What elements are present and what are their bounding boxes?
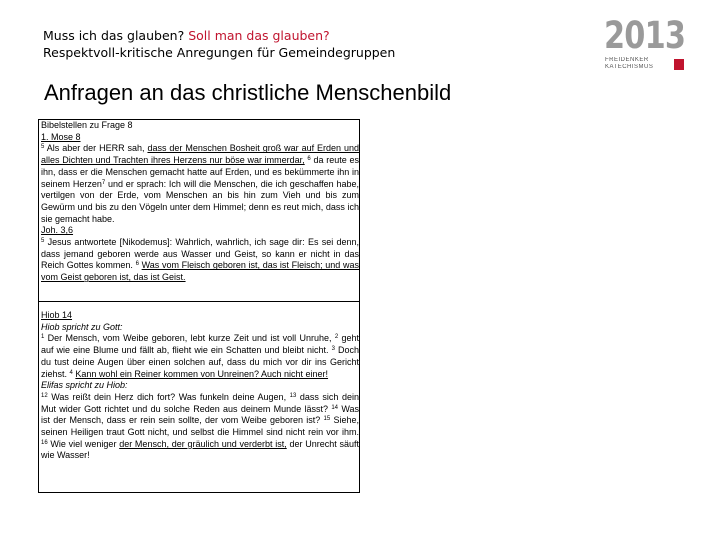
verse-number: 16: [41, 439, 48, 446]
verse-segment: dass sich dein Mut wider Gott richtet und du solche Reden aus deinem Munde lässt?: [41, 391, 359, 414]
header-line-1: [43, 27, 395, 44]
verse-highlight: dass der Menschen Bosheit groß war auf Erden und alles Dichten und Trachten ihres Herzens nur böse war immerdar,: [41, 143, 359, 166]
verse-text: [41, 237, 359, 284]
verse-segment: Was ist der Mensch, dass er rein sein sollte, der vom Weibe geboren ist?: [41, 403, 359, 426]
verse-segment: Siehe, seinen Heiligen traut Gott nicht, und selbst die Himmel sind nicht rein vor ihm.: [41, 415, 359, 438]
box-divider: [38, 301, 360, 302]
verse-number: 2: [334, 334, 339, 341]
verse-number: 12: [41, 392, 48, 399]
logo-year: 2013: [604, 14, 686, 57]
speaker-label: Elifas spricht zu Hiob:: [41, 380, 128, 391]
verse-number: 6: [135, 261, 139, 268]
verse-number: 7: [101, 179, 106, 186]
header-question-2: Soll man das glauben?: [188, 28, 330, 43]
verse-text: [41, 392, 359, 462]
passage-block-2: [41, 310, 359, 462]
logo: [604, 14, 686, 70]
bible-reference: Joh. 3,6: [41, 225, 74, 236]
verse-segment: Wie viel weniger: [47, 438, 120, 449]
header-question-1: Muss ich das glauben?: [43, 28, 185, 43]
bible-reference: 1. Mose 8: [41, 131, 81, 142]
verse-segment: der Unrecht säuft wie Wasser!: [41, 438, 359, 461]
passage-block-1: [41, 120, 359, 284]
verse-highlight: Was vom Fleisch geboren ist, das ist Fleisch; und was vom Geist geboren ist, das ist Geist.: [41, 260, 359, 283]
page-header: [43, 27, 395, 61]
verse-number: 1: [41, 334, 45, 341]
verse-text: [41, 143, 359, 225]
verse-highlight: Kann wohl ein Reiner kommen von Unreinen? Auch nicht einer!: [75, 368, 329, 379]
verse-segment: und er sprach: Ich will die Menschen, die ich geschaffen habe, vertilgen von der Erde, vom Menschen an bis hin zum Vieh und bis zum Gewürm und bis zu den Vögeln unter dem Himmel; denn es reut mich, dass ich sie gemacht habe.: [41, 178, 360, 224]
verse-segment: geht auf wie eine Blume und fällt ab, flieht wie ein Schatten und bleibt nicht.: [41, 333, 359, 356]
verse-number: 5: [41, 238, 45, 245]
logo-line-1: FREIDENKER: [605, 57, 649, 63]
verse-number: 14: [331, 404, 339, 411]
verse-number: 15: [323, 416, 331, 423]
verse-number: 4: [69, 369, 73, 376]
verse-number: 5: [41, 144, 45, 151]
verse-segment: Der Mensch, vom Weibe geboren, lebt kurze Zeit und ist voll Unruhe,: [44, 333, 332, 344]
block-heading: Bibelstellen zu Frage 8: [41, 120, 133, 130]
verse-segment: Doch du tust deine Augen über einen solchen auf, dass du mich vor dir ins Gericht ziehst.: [41, 345, 359, 379]
verse-segment: Als aber der HERR sah,: [44, 143, 148, 154]
verse-segment: Was reißt dein Herz dich fort? Was funkeln deine Augen,: [47, 391, 287, 402]
logo-mark-icon: [674, 59, 684, 70]
logo-line-2: KATECHISMUS: [605, 64, 654, 70]
page-title: Anfragen an das christliche Menschenbild: [44, 80, 452, 105]
verse-number: 3: [331, 346, 335, 353]
verse-number: 13: [289, 392, 297, 399]
verse-segment: Jesus antwortete [Nikodemus]: Wahrlich, wahrlich, ich sage dir: Es sei denn, dass jemand geboren werde aus Wasser und Geist, so kann er nicht in das Reich Gottes kommen.: [41, 237, 359, 271]
bible-reference: Hiob 14: [41, 310, 73, 320]
speaker-label: Hiob spricht zu Gott:: [41, 321, 123, 332]
header-subtitle: Respektvoll-kritische Anregungen für Gemeindegruppen: [43, 45, 396, 60]
verse-number: 6: [307, 156, 311, 163]
verse-highlight: der Mensch, der gräulich und verderbt ist,: [119, 438, 287, 449]
verse-text: [41, 333, 359, 380]
verse-segment: da reute es ihn, dass er die Menschen gemacht hatte auf Erden, und es bekümmerte ihn in seinem Herzen: [41, 155, 359, 189]
